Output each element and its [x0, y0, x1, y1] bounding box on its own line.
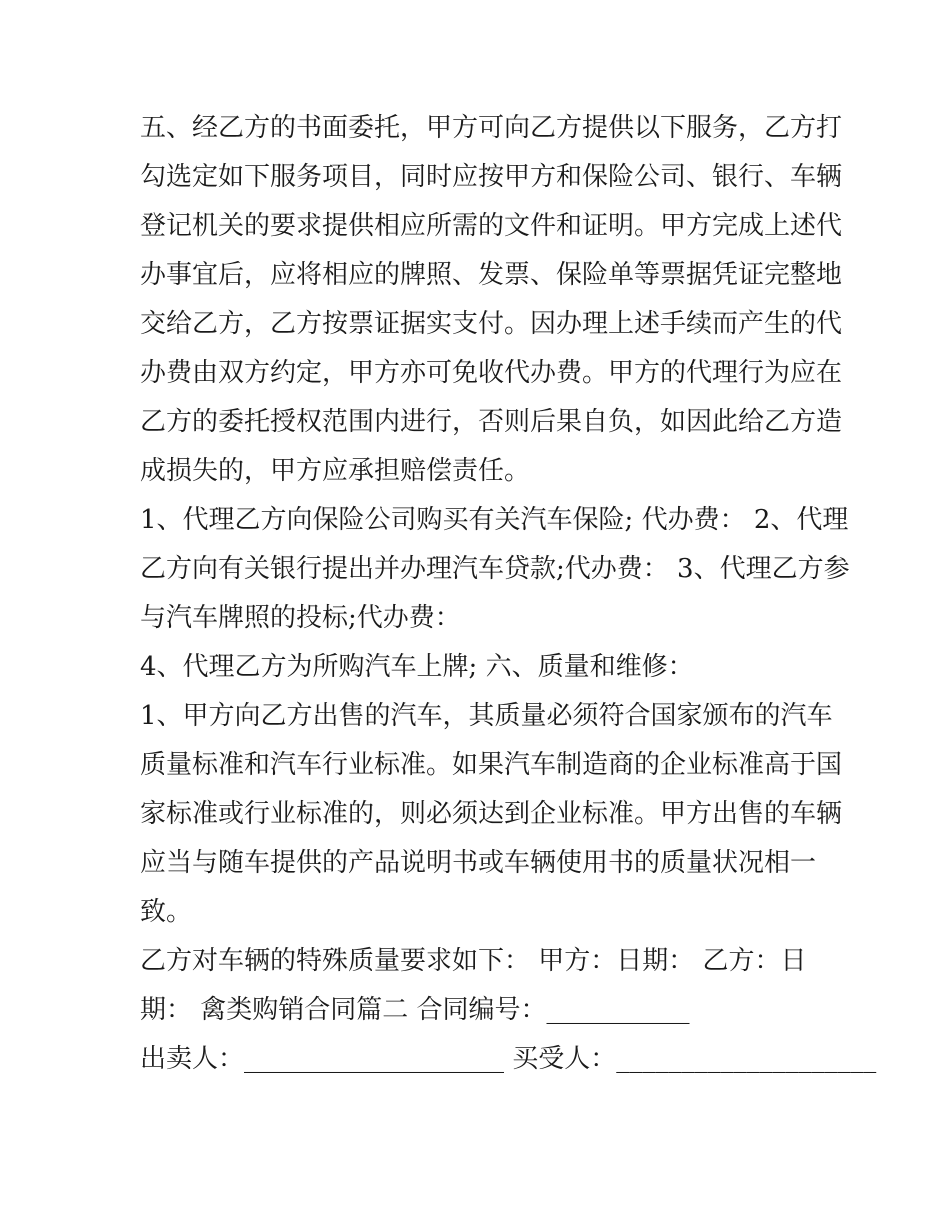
text-line: 五、经乙方的书面委托，甲方可向乙方提供以下服务，乙方打 [140, 113, 843, 143]
text-line: 致。 [140, 897, 193, 927]
text-line: 乙方对车辆的特殊质量要求如下： 甲方：日期： 乙方：日 [140, 946, 807, 976]
text-line: 登记机关的要求提供相应所需的文件和证明。甲方完成上述代 [140, 211, 843, 241]
text-line: 与汽车牌照的投标;代办费： [140, 603, 461, 633]
text-line: 乙方向有关银行提出并办理汽车贷款;代办费： 3、代理乙方参 [140, 554, 850, 584]
text-line: 1、代理乙方向保险公司购买有关汽车保险; 代办费： 2、代理 [140, 505, 849, 535]
text-line: 4、代理乙方为所购汽车上牌; 六、质量和维修： [140, 652, 694, 682]
contract-text [140, 104, 877, 1084]
text-line: 交给乙方，乙方按票证据实支付。因办理上述手续而产生的代 [140, 309, 843, 339]
text-line: 办费由双方约定，甲方亦可免收代办费。甲方的代理行为应在 [140, 358, 843, 388]
text-line: 应当与随车提供的产品说明书或车辆使用书的质量状况相一 [140, 848, 817, 878]
text-line: 1、甲方向乙方出售的汽车，其质量必须符合国家颁布的汽车 [140, 701, 833, 731]
text-line: 质量标准和汽车行业标准。如果汽车制造商的企业标准高于国 [140, 750, 843, 780]
text-line: 家标准或行业标准的，则必须达到企业标准。甲方出售的车辆 [140, 799, 843, 829]
text-line: 勾选定如下服务项目，同时应按甲方和保险公司、银行、车辆 [140, 162, 843, 192]
text-line: 出卖人：____________________ 买受人：____________________ [140, 1044, 877, 1074]
text-line: 成损失的，甲方应承担赔偿责任。 [140, 456, 531, 486]
text-line: 期： 禽类购销合同篇二 合同编号：___________ [140, 995, 690, 1025]
text-line: 乙方的委托授权范围内进行，否则后果自负，如因此给乙方造 [140, 407, 843, 437]
text-line: 办事宜后，应将相应的牌照、发票、保险单等票据凭证完整地 [140, 260, 843, 290]
